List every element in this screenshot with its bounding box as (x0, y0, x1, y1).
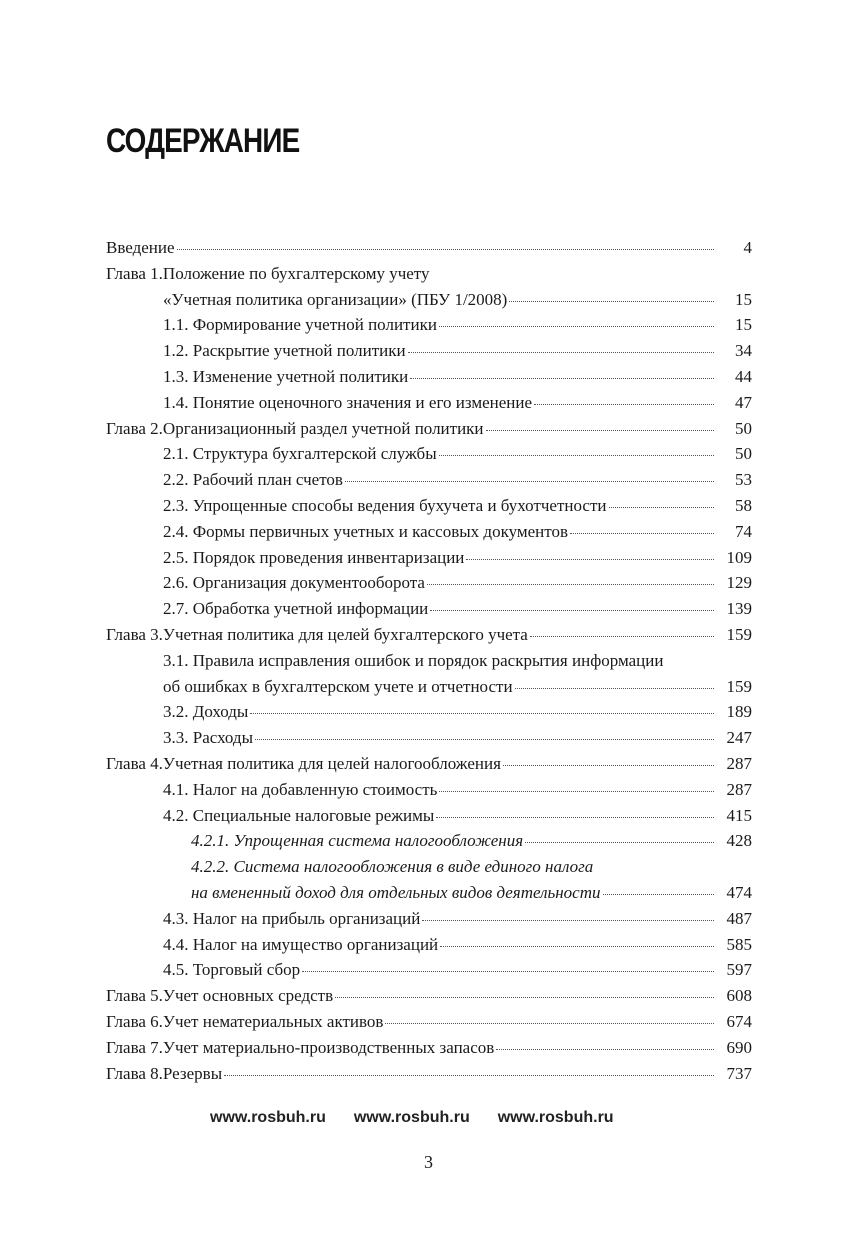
toc-entry-page: 608 (726, 986, 752, 1006)
toc-entry-page: 4 (743, 238, 752, 257)
dot-leader (439, 791, 714, 792)
toc-entry-page: 247 (726, 728, 752, 748)
toc-entry[interactable] (106, 699, 752, 725)
toc-entry-page: 47 (735, 392, 752, 412)
toc-entry[interactable] (106, 416, 752, 442)
footer-link[interactable]: www.rosbuh.ru (353, 1109, 470, 1126)
toc-entry[interactable] (106, 467, 752, 493)
toc-entry[interactable] (106, 596, 752, 622)
toc-entry[interactable] (106, 1009, 752, 1035)
dot-leader (570, 533, 714, 534)
toc-entry-page: 129 (726, 573, 752, 593)
toc-entry[interactable] (106, 545, 752, 571)
toc-entry-page: 474 (726, 882, 752, 902)
toc-entry-label: Глава 3.Учетная политика для целей бухгалтерского учета (106, 624, 528, 644)
toc-entry-page: 585 (726, 934, 752, 954)
dot-leader (496, 1049, 714, 1050)
toc-entry[interactable] (106, 828, 752, 854)
dot-leader (439, 455, 714, 456)
dot-leader (302, 971, 714, 972)
toc-entry-page: 34 (735, 341, 752, 361)
toc-entry-label: 4.5. Торговый сбор (163, 960, 301, 980)
toc-entry[interactable] (106, 854, 752, 880)
toc-entry[interactable] (106, 906, 752, 932)
dot-leader (410, 378, 714, 379)
toc-entry[interactable] (106, 751, 752, 777)
toc-entry-label: Глава 4.Учетная политика для целей налогообложения (106, 753, 501, 773)
toc-entry-label: Глава 5.Учет основных средств (106, 986, 334, 1006)
table-of-contents (106, 235, 752, 1086)
toc-entry-label: Глава 1.Положение по бухгалтерскому учету (106, 263, 430, 283)
toc-entry-label: 2.7. Обработка учетной информации (163, 599, 429, 619)
dot-leader (177, 249, 714, 250)
toc-entry-label: 4.4. Налог на имущество организаций (163, 934, 439, 954)
dot-leader (439, 326, 714, 327)
toc-entry-page: 53 (735, 470, 752, 490)
toc-entry-page: 189 (726, 702, 752, 722)
toc-entry-page: 15 (735, 315, 752, 335)
toc-entry-page: 737 (726, 1063, 752, 1083)
dot-leader (534, 404, 714, 405)
toc-entry-page: 15 (735, 289, 752, 309)
toc-entry[interactable] (106, 235, 752, 261)
toc-entry[interactable] (106, 777, 752, 803)
toc-entry-label: Глава 8.Резервы (106, 1063, 223, 1083)
dot-leader (385, 1023, 714, 1024)
toc-entry-label: Введение (106, 238, 175, 257)
toc-entry[interactable] (106, 570, 752, 596)
toc-entry[interactable] (106, 287, 752, 313)
toc-entry-label: 1.2. Раскрытие учетной политики (163, 341, 406, 361)
toc-entry[interactable] (106, 493, 752, 519)
toc-entry-label: 1.4. Понятие оценочного значения и его изменение (163, 392, 533, 412)
toc-entry-label: 3.2. Доходы (163, 702, 249, 722)
toc-entry-page: 44 (735, 366, 752, 386)
toc-entry-page: 415 (726, 805, 752, 825)
toc-entry-label: 4.2. Специальные налоговые режимы (163, 805, 435, 825)
dot-leader (224, 1075, 714, 1076)
toc-entry[interactable] (106, 957, 752, 983)
dot-leader (486, 430, 714, 431)
toc-entry-page: 50 (735, 418, 752, 438)
toc-entry[interactable] (106, 519, 752, 545)
toc-entry-page: 159 (726, 676, 752, 696)
dot-leader (430, 610, 714, 611)
toc-entry-label: 4.2.1. Упрощенная система налогообложения (191, 831, 524, 851)
toc-entry-page: 690 (726, 1037, 752, 1057)
dot-leader (509, 301, 714, 302)
dot-leader (515, 688, 714, 689)
toc-entry-label: 2.4. Формы первичных учетных и кассовых документов (163, 521, 568, 541)
toc-entry[interactable] (106, 312, 752, 338)
toc-entry-page: 287 (726, 779, 752, 799)
toc-entry-label: Глава 7.Учет материально-производственных запасов (106, 1037, 495, 1057)
toc-entry-label: 2.6. Организация документооборота (163, 573, 425, 593)
toc-entry[interactable] (106, 932, 752, 958)
toc-entry[interactable] (106, 1035, 752, 1061)
dot-leader (250, 713, 714, 714)
toc-entry-page: 597 (726, 960, 752, 980)
toc-entry-page: 58 (735, 495, 752, 515)
dot-leader (422, 920, 714, 921)
toc-entry-label: Глава 2.Организационный раздел учетной политики (106, 418, 484, 438)
footer-link[interactable]: www.rosbuh.ru (497, 1109, 614, 1126)
toc-entry[interactable] (106, 261, 752, 287)
dot-leader (436, 817, 714, 818)
toc-entry-label: 1.1. Формирование учетной политики (163, 315, 437, 335)
toc-entry[interactable] (106, 674, 752, 700)
dot-leader (466, 559, 714, 560)
page-number: 3 (424, 1152, 433, 1172)
toc-entry-label: на вмененный доход для отдельных видов деятельности (191, 882, 601, 902)
toc-entry[interactable] (106, 648, 752, 674)
dot-leader (440, 946, 714, 947)
dot-leader (603, 894, 714, 895)
dot-leader (345, 481, 714, 482)
toc-entry-page: 74 (735, 521, 752, 541)
dot-leader (530, 636, 714, 637)
dot-leader (503, 765, 714, 766)
toc-entry-label: 2.5. Порядок проведения инвентаризации (163, 547, 465, 567)
toc-entry-label: 4.1. Налог на добавленную стоимость (163, 779, 438, 799)
toc-entry[interactable] (106, 803, 752, 829)
toc-entry-label: 4.2.2. Система налогообложения в виде единого налога (191, 857, 594, 877)
dot-leader (427, 584, 714, 585)
toc-entry-label: 2.2. Рабочий план счетов (163, 470, 343, 490)
dot-leader (408, 352, 714, 353)
toc-entry-label: «Учетная политика организации» (ПБУ 1/2008) (163, 289, 508, 309)
toc-entry-page: 159 (726, 624, 752, 644)
toc-entry[interactable] (106, 725, 752, 751)
toc-entry-page: 287 (726, 753, 752, 773)
toc-entry[interactable] (106, 880, 752, 906)
toc-entry-page: 50 (735, 444, 752, 464)
toc-entry-page: 674 (726, 1011, 752, 1031)
dot-leader (255, 739, 714, 740)
toc-entry-page: 109 (726, 547, 752, 567)
footer-link[interactable]: www.rosbuh.ru (210, 1109, 326, 1126)
footer-links (210, 1109, 670, 1127)
toc-entry-label: 3.1. Правила исправления ошибок и порядок раскрытия информации (163, 650, 664, 670)
toc-entry[interactable] (106, 1061, 752, 1087)
toc-entry-label: об ошибках в бухгалтерском учете и отчетности (163, 676, 513, 696)
dot-leader (525, 842, 714, 843)
toc-entry[interactable] (106, 390, 752, 416)
toc-entry[interactable] (106, 622, 752, 648)
toc-entry[interactable] (106, 983, 752, 1009)
toc-entry-label: 2.3. Упрощенные способы ведения бухучета и бухотчетности (163, 495, 607, 515)
dot-leader (609, 507, 715, 508)
toc-entry-page: 139 (726, 599, 752, 619)
toc-entry-label: 1.3. Изменение учетной политики (163, 366, 409, 386)
toc-entry-page: 487 (726, 908, 752, 928)
toc-entry-label: 2.1. Структура бухгалтерской службы (163, 444, 437, 464)
toc-entry[interactable] (106, 338, 752, 364)
toc-entry-label: 4.3. Налог на прибыль организаций (163, 908, 421, 928)
toc-entry-label: Глава 6.Учет нематериальных активов (106, 1011, 384, 1031)
toc-entry-page: 428 (726, 831, 752, 851)
toc-entry[interactable] (106, 364, 752, 390)
dot-leader (335, 997, 714, 998)
toc-entry[interactable] (106, 441, 752, 467)
toc-entry-label: 3.3. Расходы (163, 728, 254, 748)
page-title: СОДЕРЖАНИЕ (106, 122, 300, 160)
